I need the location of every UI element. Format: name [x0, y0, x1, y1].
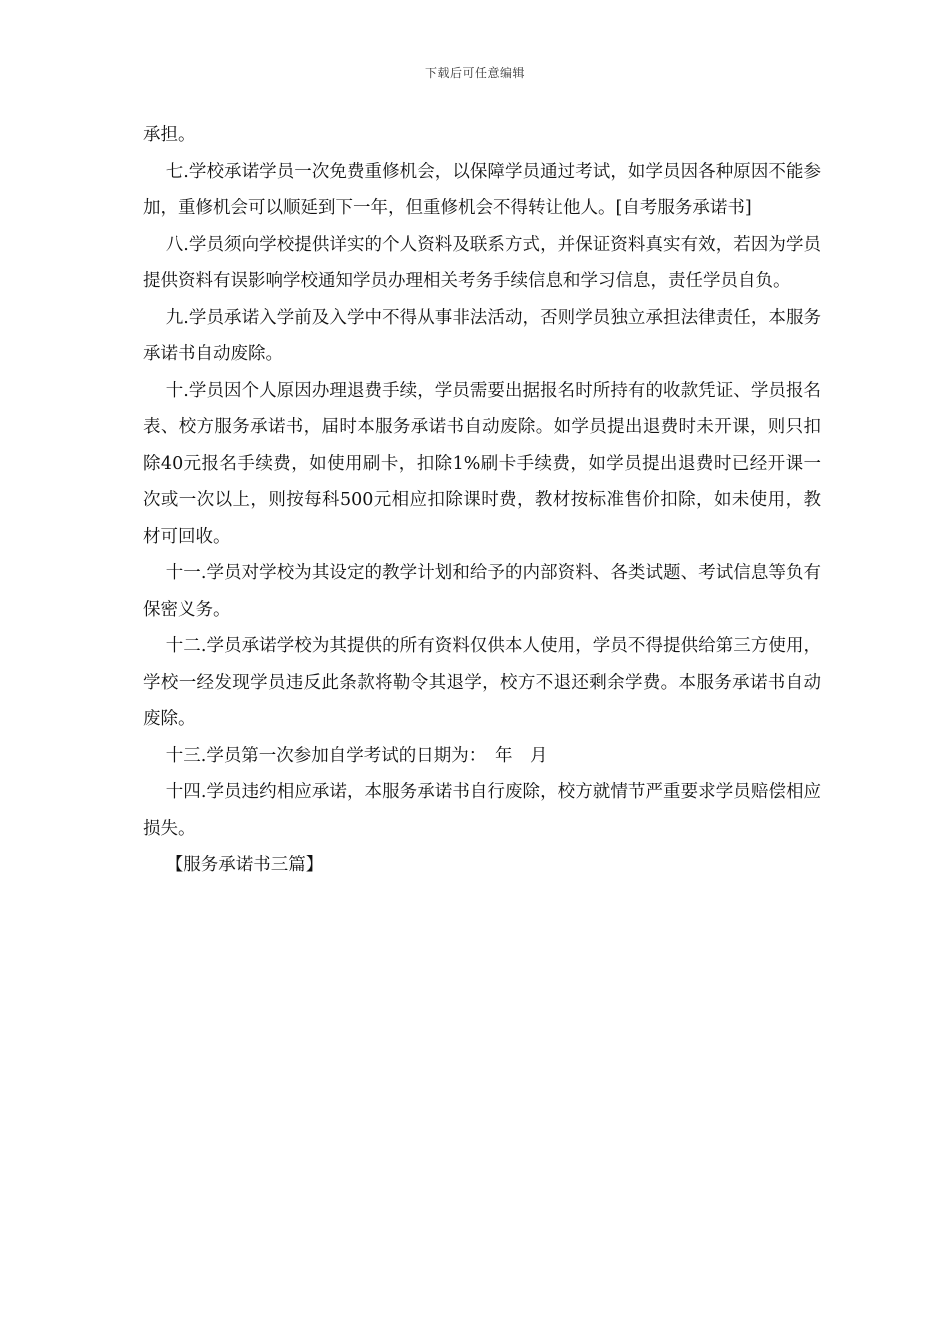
- paragraph-continuation: 承担。: [143, 125, 196, 145]
- paragraph-clause-7: 七.学校承诺学员一次免费重修机会，以保障学员通过考试，如学员因各种原因不能参加，重修机会可以顺延到下一年，但重修机会不得转让他人。[自考服务承诺书]: [143, 161, 821, 218]
- paragraph-clause-8: 八.学员须向学校提供详实的个人资料及联系方式，并保证资料真实有效，若因为学员提供资料有误影响学校通知学员办理相关考务手续信息和学习信息，责任学员自负。: [143, 234, 821, 291]
- section-heading: 【服务承诺书三篇】: [165, 855, 324, 875]
- paragraph-clause-14: 十四.学员违约相应承诺，本服务承诺书自行废除，校方就情节严重要求学员赔偿相应损失。: [143, 782, 821, 839]
- document-body: [143, 117, 821, 884]
- paragraph-clause-9: 九.学员承诺入学前及入学中不得从事非法活动，否则学员独立承担法律责任，本服务承诺书自动废除。: [143, 307, 821, 364]
- paragraph-clause-11: 十一.学员对学校为其设定的教学计划和给予的内部资料、各类试题、考试信息等负有保密义务。: [143, 563, 821, 620]
- paragraph-clause-13: 十三.学员第一次参加自学考试的日期为： 年 月: [165, 745, 548, 766]
- paragraph-clause-10: 十.学员因个人原因办理退费手续，学员需要出据报名时所持有的收款凭证、学员报名表、校方服务承诺书，届时本服务承诺书自动废除。如学员提出退费时未开课，则只扣除40元报名手续费，如使用刷卡，扣除1%刷卡手续费，如学员提出退费时已经开课一次或一次以上，则按每科500元相应扣除课时费，教材按标准售价扣除，如未使用，教材可回收。: [143, 380, 821, 547]
- paragraph-clause-12: 十二.学员承诺学校为其提供的所有资料仅供本人使用，学员不得提供给第三方使用，学校一经发现学员违反此条款将勒令其退学，校方不退还剩余学费。本服务承诺书自动废除。: [143, 636, 821, 729]
- page-header: 下载后可任意编辑: [424, 66, 525, 80]
